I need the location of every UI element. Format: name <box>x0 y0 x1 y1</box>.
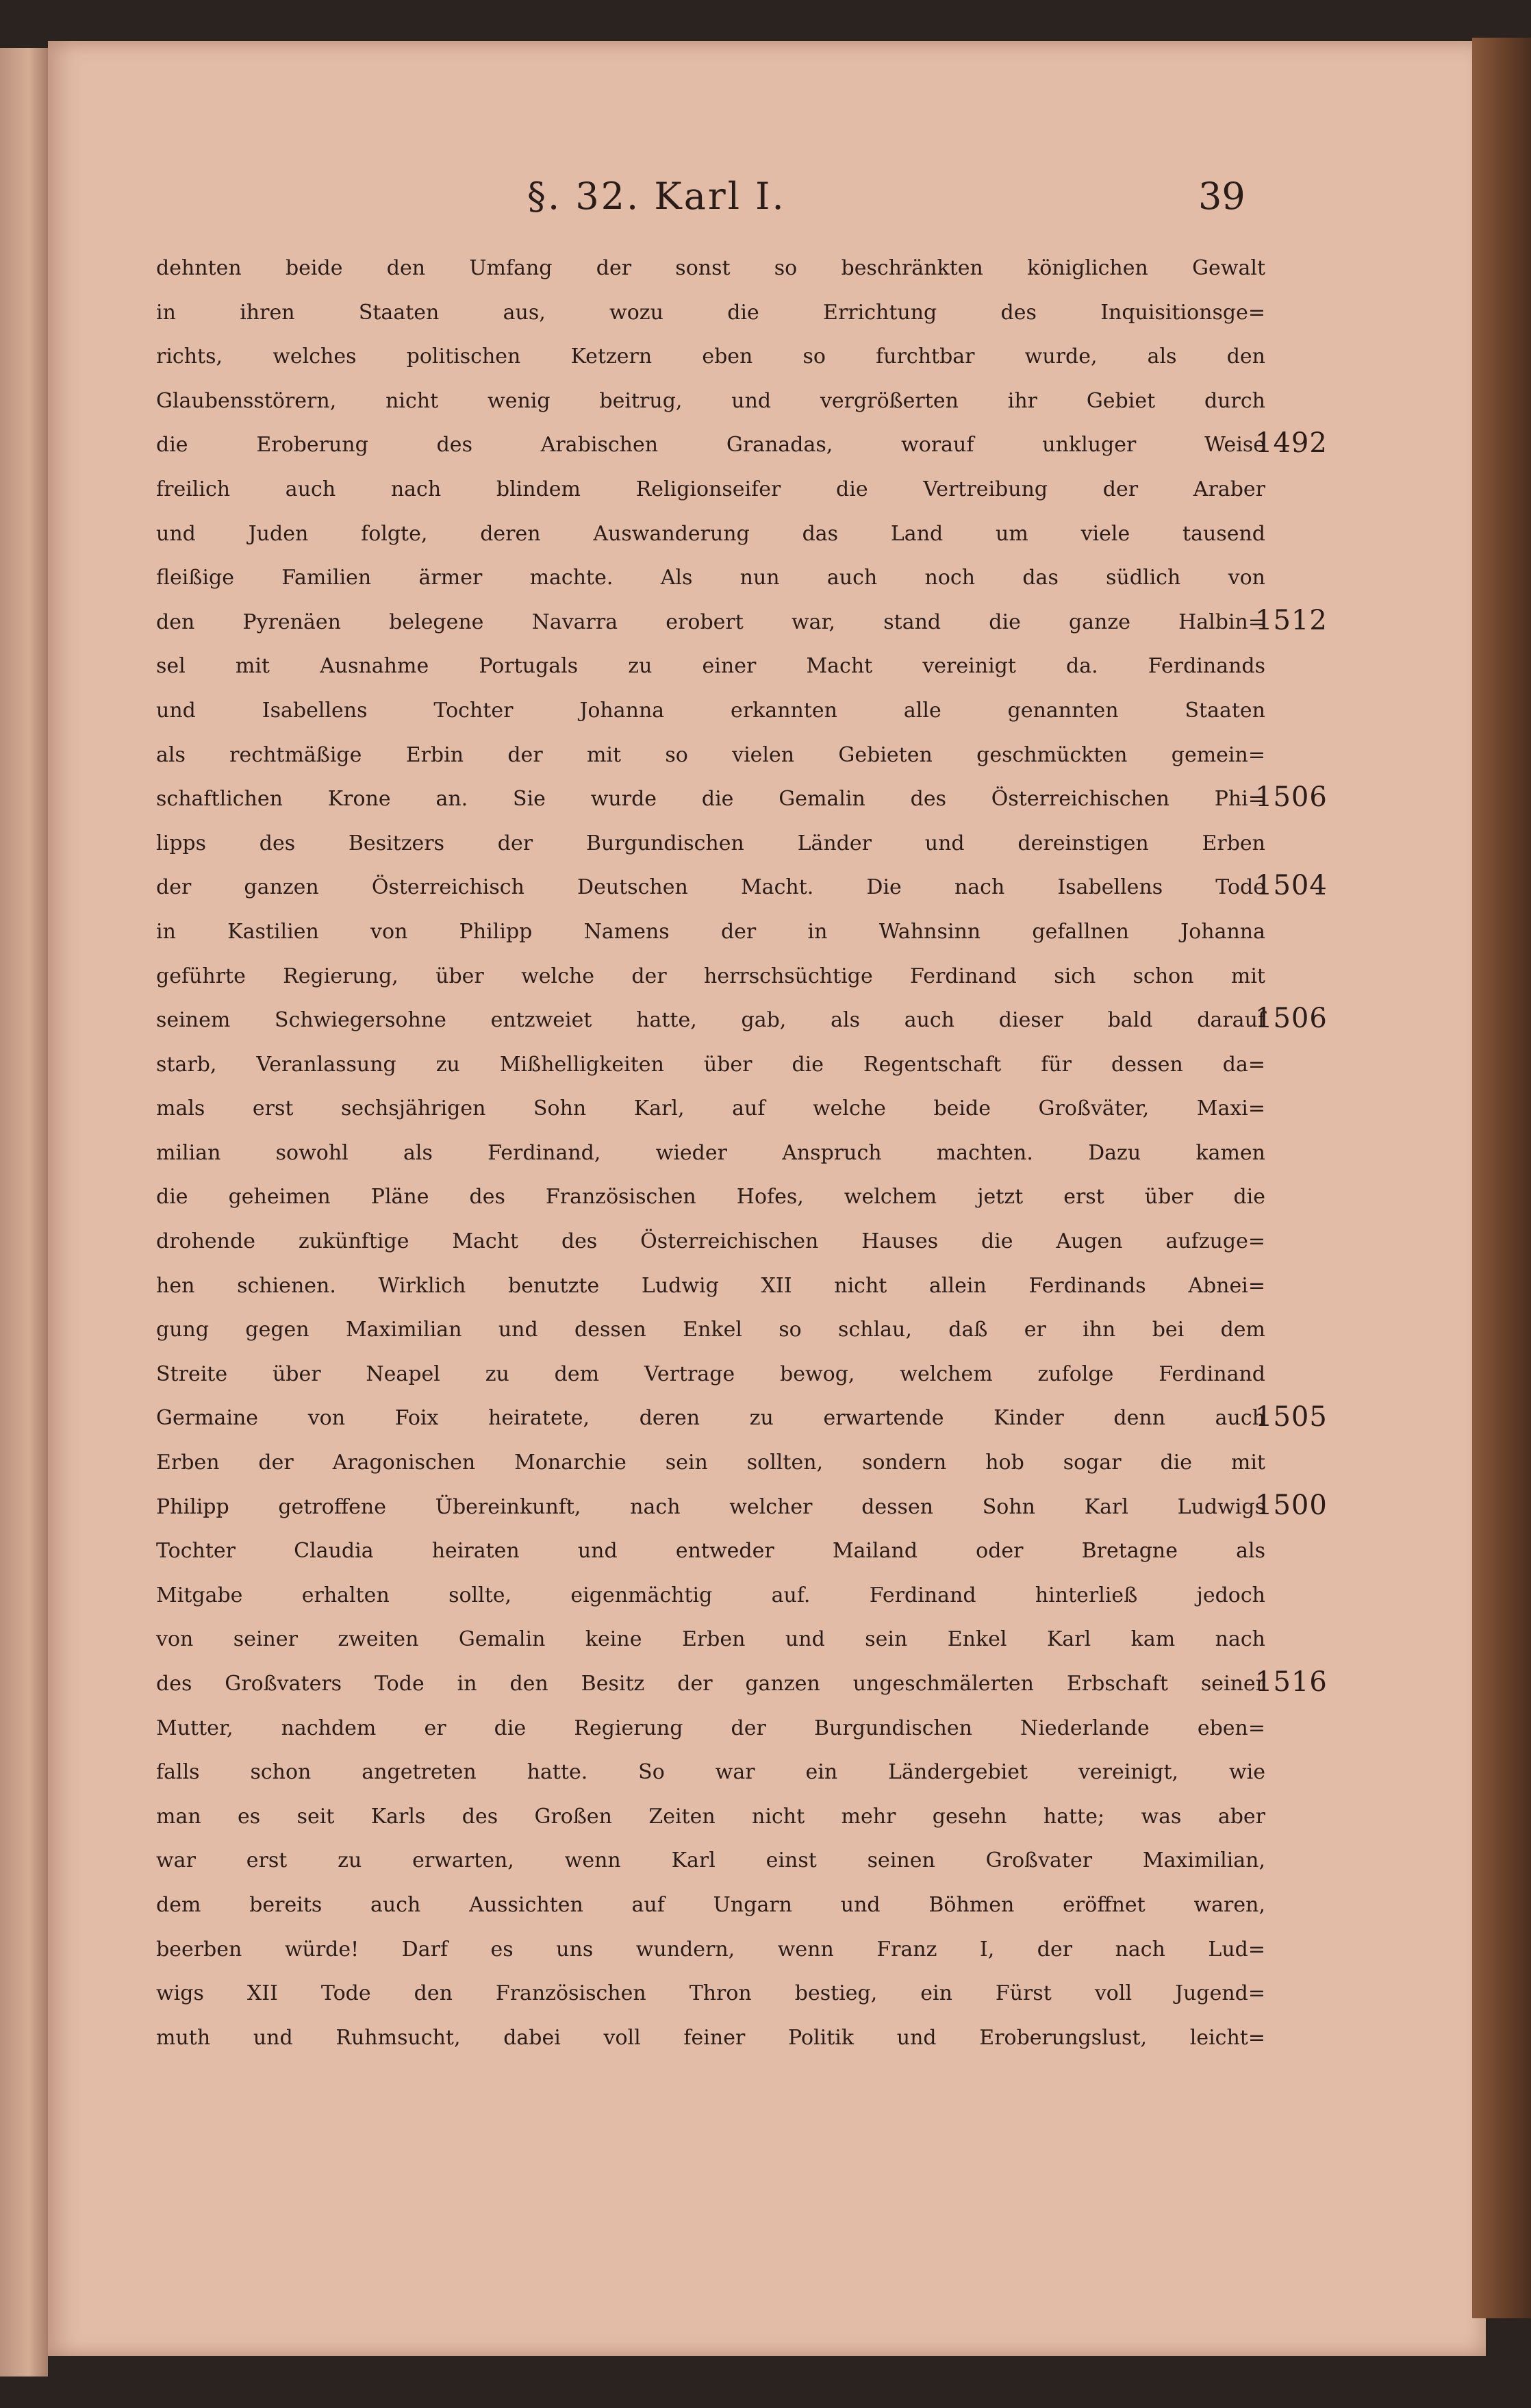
left-page-edge <box>0 48 48 2376</box>
text-line: fleißige Familien ärmer machte. Als nun auch noch das südlich von <box>156 566 1265 590</box>
text-line: Mitgabe erhalten sollte, eigenmächtig auf. Ferdinand hinterließ jedoch <box>156 1583 1265 1607</box>
margin-year: 1500 <box>1255 1489 1328 1521</box>
text-line: richts, welches politischen Ketzern eben so furchtbar wurde, als den <box>156 344 1265 369</box>
text-line: hen schienen. Wirklich benutzte Ludwig XII nicht allein Ferdinands Abnei= <box>156 1273 1265 1298</box>
margin-year: 1506 <box>1255 1003 1328 1035</box>
margin-year: 1505 <box>1255 1401 1328 1433</box>
text-line: starb, Veranlassung zu Mißhelligkeiten über die Regentschaft für dessen da= <box>156 1052 1265 1077</box>
running-header <box>48 175 1486 229</box>
text-line: seinem Schwiegersohne entzweiet hatte, gab, als auch dieser bald darauf <box>156 1008 1265 1033</box>
text-line: von seiner zweiten Gemalin keine Erben und sein Enkel Karl kam nach <box>156 1627 1265 1652</box>
text-line: milian sowohl als Ferdinand, wieder Anspruch machten. Dazu kamen <box>156 1140 1265 1165</box>
text-line: mals erst sechsjährigen Sohn Karl, auf welche beide Großväter, Maxi= <box>156 1096 1265 1121</box>
text-line: Germaine von Foix heiratete, deren zu erwartende Kinder denn auch <box>156 1406 1265 1431</box>
text-line: in ihren Staaten aus, wozu die Errichtung des Inquisitionsge= <box>156 300 1265 325</box>
text-line: war erst zu erwarten, wenn Karl einst seinen Großvater Maximilian, <box>156 1848 1265 1873</box>
text-line: den Pyrenäen belegene Navarra erobert war, stand die ganze Halbin= <box>156 610 1265 634</box>
text-line: sel mit Ausnahme Portugals zu einer Macht vereinigt da. Ferdinands <box>156 654 1265 679</box>
text-line: wigs XII Tode den Französischen Thron bestieg, ein Fürst voll Jugend= <box>156 1981 1265 2006</box>
text-line: und Juden folgte, deren Auswanderung das Land um viele tausend <box>156 521 1265 546</box>
margin-year: 1516 <box>1255 1666 1328 1698</box>
margin-year: 1506 <box>1255 781 1328 814</box>
text-line: Mutter, nachdem er die Regierung der Burgundischen Niederlande eben= <box>156 1716 1265 1740</box>
text-line: falls schon angetreten hatte. So war ein Ländergebiet vereinigt, wie <box>156 1760 1265 1785</box>
text-line: Philipp getroffene Übereinkunft, nach welcher dessen Sohn Karl Ludwigs <box>156 1494 1265 1519</box>
text-line: Erben der Aragonischen Monarchie sein sollten, sondern hob sogar die mit <box>156 1451 1265 1475</box>
text-line: beerben würde! Darf es uns wundern, wenn Franz I, der nach Lud= <box>156 1937 1265 1961</box>
text-line: drohende zukünftige Macht des Österreichischen Hauses die Augen aufzuge= <box>156 1229 1265 1254</box>
text-line: die geheimen Pläne des Französischen Hofes, welchem jetzt erst über die <box>156 1185 1265 1209</box>
book-cover-edge <box>1472 38 1531 2318</box>
body-text <box>156 247 1265 2060</box>
text-line: Streite über Neapel zu dem Vertrage bewog, welchem zufolge Ferdinand <box>156 1362 1265 1386</box>
text-line: geführte Regierung, über welche der herrschsüchtige Ferdinand sich schon mit <box>156 964 1265 988</box>
margin-year: 1492 <box>1255 427 1328 460</box>
text-line: muth und Ruhmsucht, dabei voll feiner Politik und Eroberungslust, leicht= <box>156 2025 1265 2050</box>
text-line: Tochter Claudia heiraten und entweder Mailand oder Bretagne als <box>156 1539 1265 1564</box>
text-line: man es seit Karls des Großen Zeiten nicht mehr gesehn hatte; was aber <box>156 1804 1265 1829</box>
margin-year: 1504 <box>1255 870 1328 902</box>
text-line: lipps des Besitzers der Burgundischen Länder und dereinstigen Erben <box>156 831 1265 855</box>
text-line: gung gegen Maximilian und dessen Enkel so schlau, daß er ihn bei dem <box>156 1318 1265 1342</box>
text-line: als rechtmäßige Erbin der mit so vielen Gebieten geschmückten gemein= <box>156 742 1265 767</box>
text-line: des Großvaters Tode in den Besitz der ganzen ungeschmälerten Erbschaft seiner <box>156 1672 1265 1696</box>
text-line: dehnten beide den Umfang der sonst so beschränkten königlichen Gewalt <box>156 256 1265 280</box>
text-line: dem bereits auch Aussichten auf Ungarn und Böhmen eröffnet waren, <box>156 1892 1265 1917</box>
running-title: §. 32. Karl I. <box>527 175 786 218</box>
text-line: der ganzen Österreichisch Deutschen Macht. Die nach Isabellens Tode <box>156 875 1265 900</box>
text-line: die Eroberung des Arabischen Granadas, worauf unkluger Weise <box>156 433 1265 457</box>
text-line: schaftlichen Krone an. Sie wurde die Gemalin des Österreichischen Phi= <box>156 787 1265 812</box>
text-line: Glaubensstörern, nicht wenig beitrug, und vergrößerten ihr Gebiet durch <box>156 388 1265 413</box>
page-number: 39 <box>1198 175 1245 218</box>
text-line: in Kastilien von Philipp Namens der in Wahnsinn gefallnen Johanna <box>156 919 1265 944</box>
margin-year: 1512 <box>1255 604 1328 636</box>
text-line: und Isabellens Tochter Johanna erkannten alle genannten Staaten <box>156 698 1265 723</box>
text-line: freilich auch nach blindem Religionseifer die Vertreibung der Araber <box>156 477 1265 501</box>
